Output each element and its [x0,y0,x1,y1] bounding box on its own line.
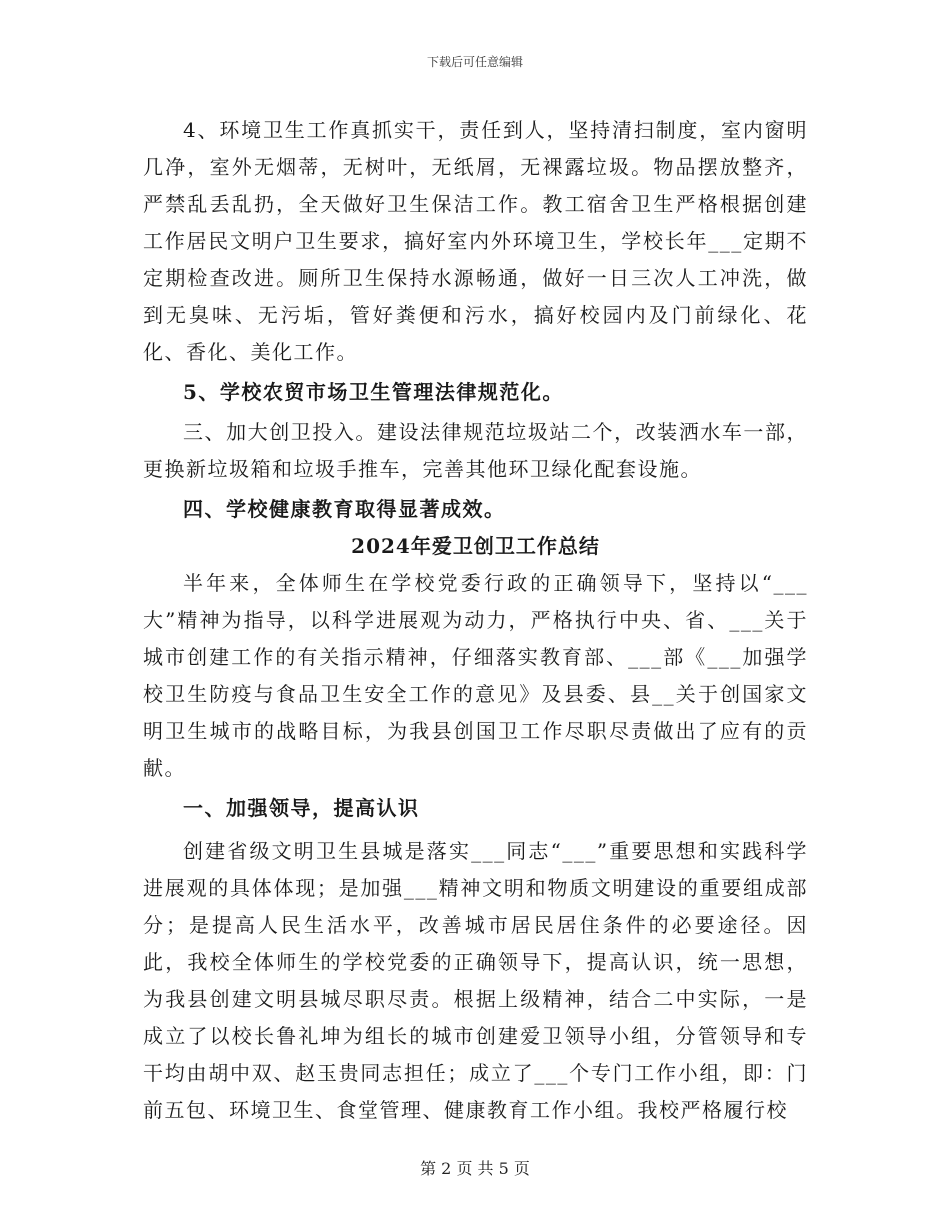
heading-leadership: 一、加强领导，提高认识 [183,796,420,820]
heading-health-education: 四、学校健康教育取得显著成效。 [183,497,506,521]
document-body [143,112,808,1129]
paragraph-environment-hygiene: 4、环境卫生工作真抓实干，责任到人，坚持清扫制度，室内窗明几净，室外无烟蒂，无树叶，无纸屑，无裸露垃圾。物品摆放整齐，严禁乱丢乱扔，全天做好卫生保洁工作。教工宿舍卫生严格根据创建工作居民文明户卫生要求，搞好室内外环境卫生，学校长年___定期不定期检查改进。厕所卫生保持水源畅通，做好一日三次人工冲洗，做到无臭味、无污垢，管好粪便和污水，搞好校园内及门前绿化、花化、香化、美化工作。 [143,118,808,364]
paragraph-intro: 半年来，全体师生在学校党委行政的正确领导下，坚持以“___大”精神为指导，以科学进展观为动力，严格执行中央、省、___关于城市创建工作的有关指示精神，仔细落实教育部、___部《___加强学校卫生防疫与食品卫生安全工作的意见》及县委、县__关于创国家文明卫生城市的战略目标，为我县创国卫工作尽职尽责做出了应有的贡献。 [143,571,808,780]
document-title: 2024年爱卫创卫工作总结 [351,534,600,558]
paragraph-leadership: 创建省级文明卫生县城是落实___同志“___”重要思想和实践科学进展观的具体体现；是加强___精神文明和物质文明建设的重要组成部分；是提高人民生活水平，改善城市居民居住条件的必要途径。因此，我校全体师生的学校党委的正确领导下，提高认识，统一思想，为我县创建文明县城尽职尽责。根据上级精神，结合二中实际，一是成立了以校长鲁礼坤为组长的城市创建爱卫领导小组，分管领导和专干均由胡中双、赵玉贵同志担任；成立了___个专门工作小组，即：门前五包、环境卫生、食堂管理、健康教育工作小组。我校严格履行校 [143,839,808,1122]
header-note: 下载后可任意编辑 [426,55,523,69]
paragraph-investment: 三、加大创卫投入。建设法律规范垃圾站二个，改装洒水车一部，更换新垃圾箱和垃圾手推车，完善其他环卫绿化配套设施。 [143,420,808,481]
page-number: 第 2 页 共 5 页 [420,1159,530,1178]
heading-market-hygiene: 5、学校农贸市场卫生管理法律规范化。 [183,380,564,404]
